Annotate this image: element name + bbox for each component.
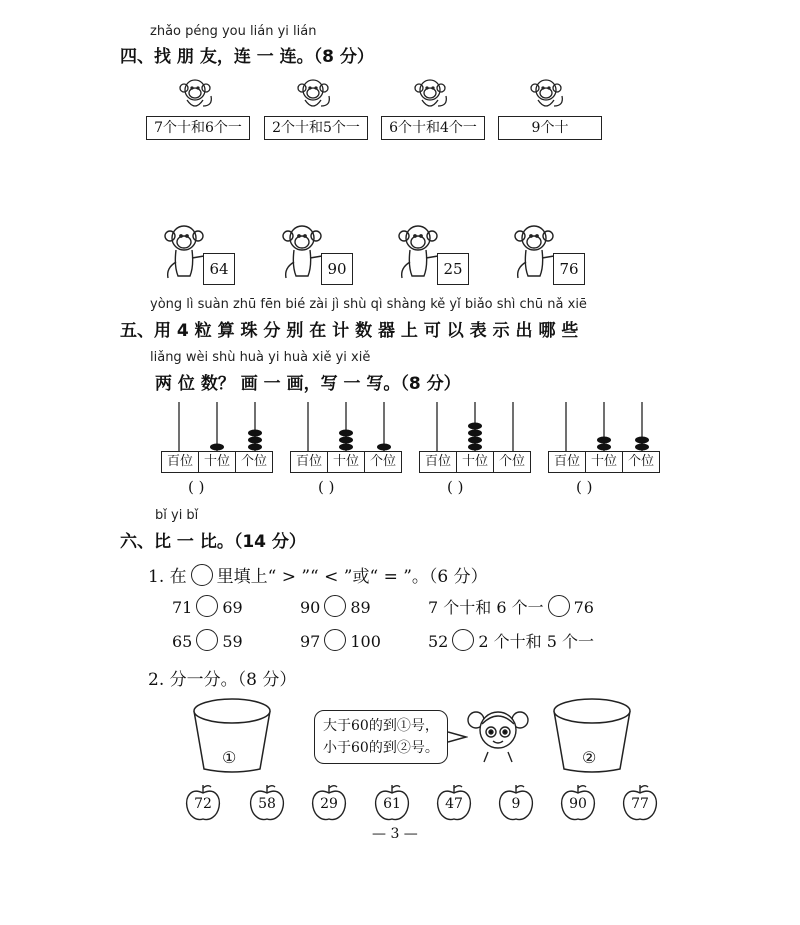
apple-number: 90 <box>569 796 587 812</box>
speech-bubble <box>314 710 448 764</box>
abacus-rods <box>290 400 402 452</box>
card-9tens[interactable]: 9个十 <box>498 116 602 140</box>
label-tens: 十位 <box>586 452 623 472</box>
question-1 <box>148 562 488 587</box>
sec5-pinyin-1: yòng lì suàn zhū fēn bié zài jì shù qì shàng kě yǐ biǎo shì chū nǎ xiē <box>150 297 587 312</box>
monkey-icon <box>175 76 215 116</box>
number-box-90[interactable]: 90 <box>321 253 353 285</box>
label-hundreds: 百位 <box>420 452 457 472</box>
compare-circle[interactable] <box>452 629 474 651</box>
apple-47[interactable] <box>434 783 474 823</box>
compare-circle[interactable] <box>548 595 570 617</box>
compare-left: 90 <box>300 598 321 617</box>
label-hundreds: 百位 <box>162 452 199 472</box>
compare-circle[interactable] <box>324 595 346 617</box>
apple-number: 9 <box>511 796 521 812</box>
apple-9[interactable] <box>496 783 536 823</box>
compare-1 <box>172 595 243 617</box>
label-hundreds: 百位 <box>291 452 328 472</box>
sec6-pinyin: bǐ yi bǐ <box>155 508 199 523</box>
sec5-title-1: 五、用 4 粒 算 珠 分 别 在 计 数 器 上 可 以 表 示 出 哪 些 <box>120 321 579 341</box>
apple-72[interactable] <box>183 783 223 823</box>
monkey-icon <box>526 76 566 116</box>
apple-number: 61 <box>383 796 401 812</box>
compare-right: 2 个十和 5 个一 <box>478 632 594 651</box>
compare-circle[interactable] <box>196 595 218 617</box>
compare-left: 71 <box>172 598 193 617</box>
compare-circle[interactable] <box>324 629 346 651</box>
sec5-pinyin-2: liǎng wèi shù huà yi huà xiě yi xiě <box>150 350 371 365</box>
question-2: 2. 分一分。（8 分） <box>148 670 297 690</box>
label-hundreds: 百位 <box>549 452 586 472</box>
apple-number: 77 <box>631 796 649 812</box>
answer-blank-4[interactable]: ( ) <box>576 478 593 496</box>
sec4-title: 四、找 朋 友，连 一 连。（8 分） <box>120 47 374 67</box>
number-box-76[interactable]: 76 <box>553 253 585 285</box>
label-tens: 十位 <box>328 452 365 472</box>
compare-left: 97 <box>300 632 321 651</box>
apple-number: 72 <box>194 796 212 812</box>
compare-left: 65 <box>172 632 193 651</box>
apple-29[interactable] <box>309 783 349 823</box>
compare-left: 52 <box>428 632 449 651</box>
answer-blank-3[interactable]: ( ) <box>447 478 464 496</box>
apple-number: 29 <box>320 796 338 812</box>
apple-number: 58 <box>258 796 276 812</box>
label-tens: 十位 <box>199 452 236 472</box>
compare-right: 69 <box>222 598 243 617</box>
number-box-64[interactable]: 64 <box>203 253 235 285</box>
label-ones: 个位 <box>627 454 654 469</box>
circle-icon <box>191 564 213 586</box>
number-box-25[interactable]: 25 <box>437 253 469 285</box>
apple-number: 47 <box>445 796 463 812</box>
compare-5 <box>300 629 381 651</box>
label-tens: 十位 <box>457 452 494 472</box>
compare-right: 100 <box>350 632 381 651</box>
compare-4 <box>172 629 243 651</box>
label-ones: 个位 <box>240 454 267 469</box>
compare-right: 89 <box>350 598 371 617</box>
compare-right: 59 <box>222 632 243 651</box>
bubble-line-2: 小于60的到②号。 <box>323 740 439 756</box>
sec6-title: 六、比 一 比。（14 分） <box>120 532 306 552</box>
bucket-2-label: ② <box>582 748 597 767</box>
card-6tens-4ones[interactable]: 6个十和4个一 <box>381 116 485 140</box>
label-ones: 个位 <box>498 454 525 469</box>
abacus-3[interactable] <box>419 400 531 472</box>
apple-90[interactable] <box>558 783 598 823</box>
answer-blank-1[interactable]: ( ) <box>188 478 205 496</box>
place-value-labels <box>548 451 660 473</box>
page-number: — 3 — <box>372 826 418 842</box>
answer-blank-2[interactable]: ( ) <box>318 478 335 496</box>
sec4-pinyin: zhǎo péng you lián yi lián <box>150 24 317 39</box>
monkey-icon <box>410 76 450 116</box>
abacus-1[interactable] <box>161 400 273 472</box>
place-value-labels <box>290 451 402 473</box>
q1-suffix: 里填上“ > ”“ < ”或“ = ”。（6 分） <box>216 567 488 587</box>
place-value-labels <box>419 451 531 473</box>
q1-prefix: 1. 在 <box>148 567 187 587</box>
apple-77[interactable] <box>620 783 660 823</box>
compare-3 <box>428 595 594 618</box>
card-7tens-6ones[interactable]: 7个十和6个一 <box>146 116 250 140</box>
abacus-rods <box>548 400 660 452</box>
girl-icon <box>466 700 530 764</box>
abacus-rods <box>419 400 531 452</box>
compare-circle[interactable] <box>196 629 218 651</box>
bubble-line-1: 大于60的到①号， <box>323 718 439 734</box>
card-2tens-5ones[interactable]: 2个十和5个一 <box>264 116 368 140</box>
place-value-labels <box>161 451 273 473</box>
abacus-4[interactable] <box>548 400 660 472</box>
sec5-title-2: 两 位 数？ 画 一 画，写 一 写。（8 分） <box>155 374 461 394</box>
monkey-icon <box>293 76 333 116</box>
bucket-1-label: ① <box>222 748 237 767</box>
compare-left: 7 个十和 6 个一 <box>428 598 544 617</box>
bubble-tail-icon <box>448 730 468 744</box>
apple-row <box>183 783 663 823</box>
compare-2 <box>300 595 371 617</box>
abacus-2[interactable] <box>290 400 402 472</box>
label-ones: 个位 <box>369 454 396 469</box>
compare-right: 76 <box>573 598 594 617</box>
apple-58[interactable] <box>247 783 287 823</box>
apple-61[interactable] <box>372 783 412 823</box>
abacus-rods <box>161 400 273 452</box>
compare-6 <box>428 629 594 652</box>
